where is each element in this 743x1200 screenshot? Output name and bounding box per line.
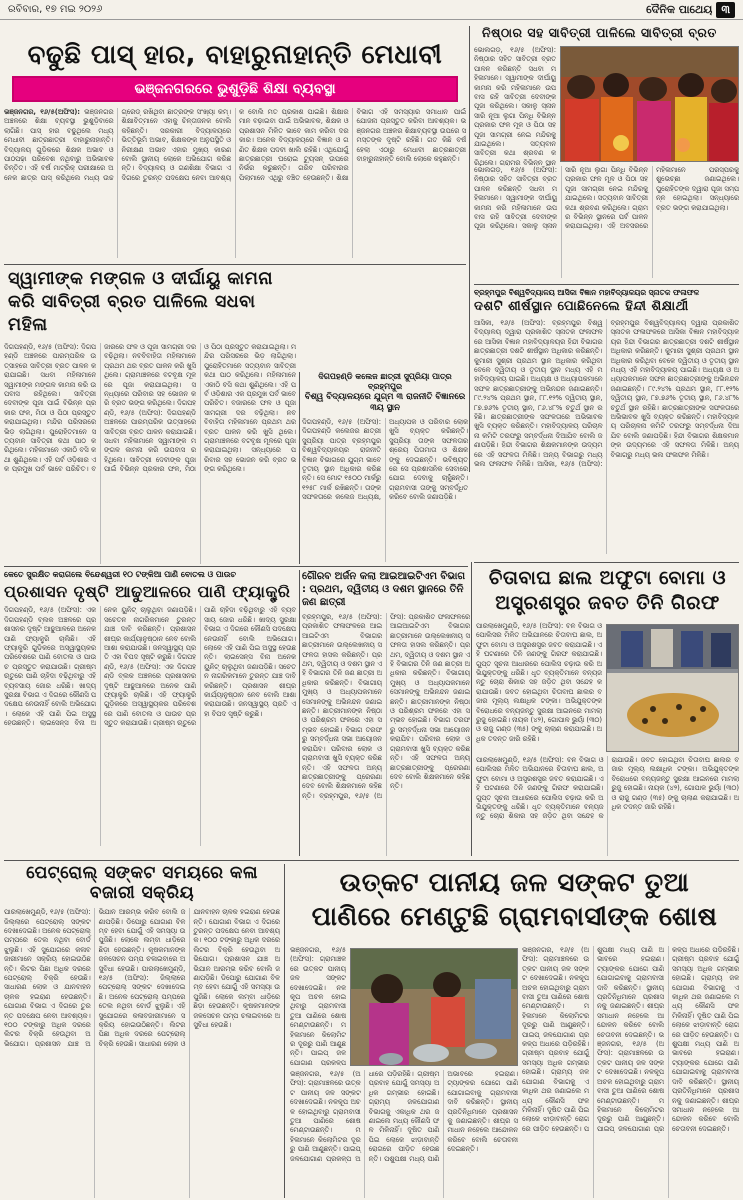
story-savitri-1-headline: ନିଷ୍ଠାର ସହ ସାବିତ୍ରୀ ପାଳିଲେ ସାବିତ୍ରୀ ବ୍ରତ bbox=[482, 26, 717, 40]
story-water-factory-headline: ପ୍ରଶାସନ ଦୃଷ୍ଟି ଆଢୁଆଳରେ ପାଣି ଫ୍ୟାକ୍ଟ୍ରି bbox=[4, 582, 291, 601]
story-leopard-skin bbox=[476, 566, 739, 856]
leopard-photo-illustration bbox=[607, 625, 739, 752]
story-drinking-water-text-more: ଭଞ୍ଜନଗର, ୧୬/୫ (ଅଫିସ): ଗ୍ରାମାଞ୍ଚଳରେ ଉତ୍କଟ ପାନୀୟ ଜଳ ସଙ୍କଟ ଦେଖାଦେଇଛି। ନଳକୂପ ଅଚଳ ହୋଇଥିବାରୁ ଗ୍ରାମବାସୀ ତୁଆ ପାଣିରେ ଶୋଷ ମେଣ୍ଟାଉଛନ୍ତି। ମହିଳାମାନେ କିଲୋମିଟର ଦୂରରୁ ପାଣି ଆଣୁଛନ୍ତି। ପାଇପ୍ ଜଳଯୋଗାଣ ପ୍ରକଳ୍ପ ଅଧାରେ ପଡ଼ିରହିଛି। ଗ୍ରୀଷ୍ମ ପ୍ରବାହ ଯୋଗୁଁ ସମସ୍ୟା ଅଧିକ ଗମ୍ଭୀର ହୋଇଛି। ଗ୍ରାମ୍ୟ ଜଳଯୋଗାଣ ବିଭାଗକୁ ଏକାଧିକ ଥର ଜଣାଇଲେ ମଧ୍ୟ କୌଣସି ଫଳ ମିଳିନାହିଁ। ଦୂଷିତ ପାଣି ପିଇ ଲୋକେ ଝାଡ଼ାବାନ୍ତି ରୋଗରେ ପୀଡ଼ିତ ହେଉଛନ୍ତି। ପଶୁପକ୍ଷୀ ମଧ୍ୟ ପାଣି ଅଭାବରେ ହଇରାଣ। ଟ୍ୟାଙ୍କର ଯୋଗେ ପାଣି ଯୋଗାଇବାକୁ ଗ୍ରାମବାସୀ ଦାବି କରିଛନ୍ତି। ସ୍ଥାନୀୟ ପ୍ରତିନିଧିମାନେ ପ୍ରଶାସନକୁ ଜଣାଇଛନ୍ତି। ଶୀଘ୍ର ସମାଧାନ ନହେଲେ ଆନ୍ଦୋଳନ କରିବେ ବୋଲି ଚେତାବନୀ ଦେଇଛନ୍ତି। bbox=[597, 946, 739, 1133]
story-iitm-text-cont: ବ୍ରହ୍ମପୁର, ୧୬/୫ (ଅଫିସ): ପ୍ରକାଶିତ ଫଳାଫଳରେ ଆଇଆଇଟିଏମ ବିଭାଗର ଛାତ୍ରୀମାନେ ଉଲ୍ଲେଖନୀୟ ସଫଳତା ହାସଲ କରିଛନ୍ତି। ପ୍ରଥମ, ଦ୍ୱିତୀୟ ଓ ଦଶମ ସ୍ଥାନ ଏହି ବିଭାଗର ତିନି ଜଣ ଛାତ୍ରୀ ଅଧିକାର କରିଛନ୍ତି। ବିଭାଗୀୟ ମୁଖ୍ୟ ଓ ଅଧ୍ୟାପକମାନେ ସେମାନଙ୍କୁ ଅଭିନନ୍ଦନ ଜଣାଇଛନ୍ତି। ଛାତ୍ରୀମାନଙ୍କ ନିଷ୍ଠା ଓ ପରିଶ୍ରମ ଫଳରେ ଏହା ସମ୍ଭବ ହୋଇଛି। ବିଭାଗ ତରଫରୁ ସମ୍ବର୍ଦ୍ଧନା ସଭା ଆୟୋଜନ କରାଯିବ। ପରିବାର ଲୋକ ଓ ଗ୍ରାମବାସୀ ଖୁସି ବ୍ୟକ୍ତ କରିଛନ୍ତି। ଏହି ସଫଳତା ଅନ୍ୟ ଛାତ୍ରଛାତ୍ରୀଙ୍କୁ ପ୍ରେରଣା ଦେବ ବୋଲି ଶିକ୍ଷକମାନେ କହିଛନ୍ତି। bbox=[319, 613, 470, 800]
story-political-science bbox=[302, 372, 468, 562]
savitri-ritual-photo bbox=[560, 46, 739, 162]
story-petrol-black-market bbox=[4, 864, 280, 1198]
story-iitm-headline: ଗୌରବ ଅର୍ଜନ କଲା ଆଇଆଇଟିଏମ ବିଭାଗ : ପ୍ରଥମ, ଦ୍ୱିତୀୟ ଓ ଦଶମ ସ୍ଥାନରେ ତିନି ଜଣ ଛାତ୍ରୀ bbox=[302, 571, 466, 608]
story-savitri-1-text: ଭୋଲଗଡ଼, ୧୬/୫ (ଅଫିସ): ନିଷ୍ଠାର ସହିତ ସାବିତ୍ରୀ ବ୍ରତ ପାଳନ କରିଛନ୍ତି ସଧବା ମହିଳାମାନେ। ସ୍ୱାମୀଙ୍କ ଦୀର୍ଘାୟୁ କାମନା କରି ମହିଳାମାନେ ଉପବାସ ରହି ସାବିତ୍ରୀ ଦେବୀଙ୍କ ପୂଜା କରିଥିଲେ। ସକାଳୁ ସ୍ନାନ ସାରି ନୂଆ ଲୁଗା ପିନ୍ଧି ବିଭିନ୍ନ ପ୍ରକାର ଫଳ ମୂଳ ଓ ପିଠା ସହ ପୂଜା ସାମଗ୍ରୀ ନେଇ ମନ୍ଦିରକୁ ଯାଇଥିଲେ। ସତ୍ୟବାନ ସାବିତ୍ରୀ କଥା ଶ୍ରବଣ କରିଥିଲେ। ଗ୍ରାମର ବିଭିନ୍ନ ସ୍ଥାନ bbox=[474, 46, 556, 166]
story-hindi-toppers-text: ଆସିକା, ୧୬/୫ (ଅଫିସ): ବ୍ରହ୍ମପୁର ବିଶ୍ୱବିଦ୍ୟାଳୟ ଦ୍ୱାରା ପ୍ରକାଶିତ ସ୍ନାତକ ଫଳାଫଳରେ ଆସିକା ବିଜ୍ଞାନ ମହାବିଦ୍ୟାଳୟର ହିନ୍ଦୀ ବିଭାଗର ଛାତ୍ରଛାତ୍ରୀ ଦଶଟି ଶୀର୍ଷସ୍ଥାନ ଅଧିକାର କରିଛନ୍ତି। କୁମାରୀ ସୁଶ୍ରୀ ପ୍ରଥମ ସ୍ଥାନ ଅଧିକାର କରିଥିବା ବେଳେ ଦ୍ୱିତୀୟ ଓ ତୃତୀୟ ସ୍ଥାନ ମଧ୍ୟ ଏହି ମହାବିଦ୍ୟାଳୟ ପାଇଛି। ଅଧ୍ୟକ୍ଷ ଓ ଅଧ୍ୟାପକମାନେ ସଫଳ ଛାତ୍ରଛାତ୍ରୀଙ୍କୁ ଅଭିନନ୍ଦନ ଜଣାଇଛନ୍ତି। ୮୯.୨୪% ପ୍ରଥମ ସ୍ଥାନ, ୮୮.୧୨% ଦ୍ୱିତୀୟ ସ୍ଥାନ, ୮୭.୭୬% ତୃତୀୟ ସ୍ଥାନ, ୮୬.୪୮% ଚତୁର୍ଥ ସ୍ଥାନ ରହିଛି। ଛାତ୍ରଛାତ୍ରୀଙ୍କ ସଫଳତାରେ ଅଭିଭାବକ ଖୁସି ବ୍ୟକ୍ତ କରିଛନ୍ତି। ମହାବିଦ୍ୟାଳୟ ପରିଚାଳନା କମିଟି ତରଫରୁ ସମ୍ବର୍ଦ୍ଧନା ଦିଆଯିବ ବୋଲି ଜଣାପଡ଼ିଛି। ହିନ୍ଦୀ ବିଭାଗର ଶିକ୍ଷକମାନଙ୍କ ଉଦ୍ୟମରେ ଏହି ସଫଳତା ମିଳିଛି। ଅନ୍ୟ ବିଭାଗରୁ ମଧ୍ୟ ଭଲ ଫଳାଫଳ ମିଳିଛି। bbox=[474, 318, 603, 469]
divider bbox=[284, 864, 285, 1198]
story-leopard-body-bottom bbox=[476, 756, 739, 856]
page-number: ୩ bbox=[716, 2, 735, 18]
story-education-dateline: ଭଞ୍ଜନଗର, ୧୬/୫(ଅଫିସ): bbox=[4, 108, 81, 116]
story-drinking-water bbox=[290, 866, 739, 1198]
divider bbox=[471, 562, 472, 856]
story-education-subhead: ଭଞ୍ଜନଗରରେ ଭୁଶୁଡ଼ିଛି ଶିକ୍ଷା ବ୍ୟବସ୍ଥା bbox=[12, 76, 458, 102]
leopard-skin-photo bbox=[606, 624, 739, 752]
story-savitri-1 bbox=[474, 26, 739, 282]
story-iitm-body bbox=[302, 613, 470, 856]
divider bbox=[299, 372, 300, 564]
story-leopard-text: ପାରଲାଖେମୁଣ୍ଡି, ୧୬/୫ (ଅଫିସ): ବନ ବିଭାଗ ଓ ପୋଲିସର ମିଳିତ ଅଭିଯାନରେ ଚିତାବାଘ ଛାଲ, ଅଫୁଟା ବୋମା ଓ ଅସ୍ତ୍ରଶସ୍ତ୍ର ଜବତ କରାଯାଇଛି। ଏହି ଘଟଣାରେ ତିନି ଜଣଙ୍କୁ ଗିରଫ କରାଯାଇଛି। ଗୁପ୍ତ ସୂଚନା ଆଧାରରେ ପୋଲିସ ଚଢ଼ାଉ କରି ଅଭିଯୁକ୍ତଙ୍କୁ ଧରିଛି। ଧୃତ ବ୍ୟକ୍ତିମାନେ ବନ୍ୟଜନ୍ତୁ ଚୋରା ଶିକାର ସହ ଜଡ଼ିତ ଥିବା ସନ୍ଦେହ କରାଯାଉଛି। ଜବତ ହୋଇଥିବା ଚିତାବାଘ ଛାଲର ବଜାର ମୂଲ୍ୟ ଲକ୍ଷାଧିକ ଟଙ୍କା। ଅଭିଯୁକ୍ତଙ୍କ ବିରୋଧରେ ବନ୍ୟଜନ୍ତୁ ସୁରକ୍ଷା ଆଇନରେ ମାମଲା ରୁଜୁ ହୋଇଛି। ନାୟକ (୪୨), ଗୋପାଳ ଭୁୟାଁ (୩୦) ଓ ରାଜୁ ଗଣ୍ଡ (୩୫) ଙ୍କୁ ଚାଲାଣ କରାଯାଇଛି। ଅଧିକ ତଦନ୍ତ ଜାରି ରହିଛି। bbox=[476, 622, 602, 743]
story-savitri-2-text: ଦିଗପହଣ୍ଡି, ୧୬/୫ (ଅଫିସ): ଦିଗପହଣ୍ଡି ଅଞ୍ଚଳରେ ପାରମ୍ପରିକ ଉତ୍ସାହରେ ସାବିତ୍ରୀ ବ୍ରତ ପାଳନ କରାଯାଇଛି। ସଧବା ମହିଳାମାନେ ସ୍ୱାମୀଙ୍କ ମଙ୍ଗଳ କାମନା କରି ଉପବାସ ରହିଥିଲେ। ସାବିତ୍ରୀ ଦେବୀଙ୍କ ପୂଜା ପାଇଁ ବିଭିନ୍ନ ପ୍ରକାର ଫଳ, ମିଠା ଓ ପିଠା ପ୍ରସ୍ତୁତ କରାଯାଇଥିଲା। ମନ୍ଦିର ପରିସରରେ ଭିଡ଼ ଲାଗିଥିଲା। ପୁରୋହିତମାନେ ସତ୍ୟବାନ ସାବିତ୍ରୀ କଥା ପାଠ କରିଥିଲେ। ମହିଳାମାନେ ଏକାଠି ବସି କଥା ଶୁଣିଥିଲେ। ଏହି ପର୍ବ ଓଡ଼ିଶାର ଏକ ପ୍ରମୁଖ ପର୍ବ ଭାବେ ପରିଚିତ। ବଜାରରେ ଫଳ ଓ ପୂଜା ସାମଗ୍ରୀ ଦର ବଢ଼ିଥିଲା। ନବବିବାହିତା ମହିଳାମାନେ ପ୍ରଥମ ଥର ବ୍ରତ ପାଳନ କରି ଖୁସି ଥିଲେ। ଗ୍ରାମାଞ୍ଚଳରେ ବଟବୃକ୍ଷ ମୂଳରେ ପୂଜା କରାଯାଇଥିଲା। ସନ୍ଧ୍ୟାରେ ପରିବାର ସହ ଭୋଜନ କରି ବ୍ରତ ଭଙ୍ଗ କରିଥିଲେ। bbox=[4, 343, 196, 474]
story-drinking-water-text-cont: ଭଞ୍ଜନଗର, ୧୬/୫ (ଅଫିସ): ଗ୍ରାମାଞ୍ଚଳରେ ଉତ୍କଟ ପାନୀୟ ଜଳ ସଙ୍କଟ ଦେଖାଦେଇଛି। ନଳକୂପ ଅଚଳ ହୋଇଥିବାରୁ ଗ୍ରାମବାସୀ ତୁଆ ପାଣିରେ ଶୋଷ ମେଣ୍ଟାଉଛନ୍ତି। ମହିଳାମାନେ କିଲୋମିଟର ଦୂରରୁ ପାଣି ଆଣୁଛନ୍ତି। ପାଇପ୍ ଜଳଯୋଗାଣ ପ୍ରକଳ୍ପ ଅଧାରେ ପଡ଼ିରହିଛି। ଗ୍ରୀଷ୍ମ ପ୍ରବାହ ଯୋଗୁଁ ସମସ୍ୟା ଅଧିକ ଗମ୍ଭୀର ହୋଇଛି। ଗ୍ରାମ୍ୟ ଜଳଯୋଗାଣ ବିଭାଗକୁ ଏକାଧିକ ଥର ଜଣାଇଲେ ମଧ୍ୟ କୌଣସି ଫଳ ମିଳିନାହିଁ। ଦୂଷିତ ପାଣି ପିଇ ଲୋକେ ଝାଡ଼ାବାନ୍ତି ରୋଗରେ ପୀଡ଼ିତ ହେଉଛନ୍ତି। ପଶୁପକ୍ଷୀ ମଧ୍ୟ ପାଣି ଅଭାବରେ ହଇରାଣ। ଟ୍ୟାଙ୍କର ଯୋଗେ ପାଣି ଯୋଗାଇବାକୁ ଗ୍ରାମବାସୀ ଦାବି କରିଛନ୍ତି। ସ୍ଥାନୀୟ ପ୍ରତିନିଧିମାନେ ପ୍ରଶାସନକୁ ଜଣାଇଛନ୍ତି। ଶୀଘ୍ର ସମାଧାନ ନହେଲେ ଆନ୍ଦୋଳନ କରିବେ ବୋଲି ଚେତାବନୀ ଦେଇଛନ୍ତି। bbox=[522, 946, 664, 1133]
story-water-factory-text-cont: ଦିଗପହଣ୍ଡି, ୧୬/୫ (ଅଫିସ): ଏକ ଦିଗପହଣ୍ଡି ବ୍ଲକ ଅଞ୍ଚଳରେ ପ୍ରଶାସନର ଦୃଷ୍ଟି ଆଢୁଆଳରେ ଅନେକ ପାଣି ଫ୍ୟାକ୍ଟ୍ରି ଚାଲିଛି। ଏହି ଫ୍ୟାକ୍ଟ୍ରି ଗୁଡ଼ିକରେ ଅସ୍ୱାସ୍ଥ୍ୟକର ପରିବେଶରେ ପାଣି ବୋତଲ ଓ ପାଉଚ ପ୍ରସ୍ତୁତ କରାଯାଉଛି। ଗ୍ରୀଷ୍ମ ଋତୁରେ ପାଣି ଚାହିଦା ବଢ଼ିଥିବାରୁ ଏହି ବ୍ୟବସାୟ ଜୋର ଧରିଛି। ଖାଦ୍ୟ ସୁରକ୍ଷା ବିଭାଗ ଏ ଦିଗରେ କୌଣସି ପଦକ୍ଷେପ ନେଉନାହିଁ ବୋଲି ଅଭିଯୋଗ। ଲୋକେ ଏହି ପାଣି ପିଇ ଅସୁସ୍ଥ ହେଉଛନ୍ତି। ଲାଇସେନ୍ସ ବିନା ଅନେକ ୟୁନିଟ୍ ଚାଲୁଥିବା ଜଣାପଡ଼ିଛି। ସଚେତନ ନାଗରିକମାନେ ତୁରନ୍ତ ଯାଞ୍ଚ ଦାବି କରିଛନ୍ତି। ପ୍ରଶାସନ ଶୀଘ୍ର କାର୍ଯ୍ୟାନୁଷ୍ଠାନ ନେବ ବୋଲି ଆଶା କରାଯାଉଛି। ଜନସ୍ୱାସ୍ଥ୍ୟ ପ୍ରତି ଏହା ବିପଦ ସୃଷ୍ଟି କରୁଛି। bbox=[104, 606, 296, 728]
story-hindi-toppers-kicker: ବ୍ରହ୍ମପୁର ବିଶ୍ୱବିଦ୍ୟାଳୟ ଆସିକା ବିଜ୍ଞାନ ମହାବିଦ୍ୟାଳୟର ସ୍ନାତକ ଫଳାଫଳ bbox=[474, 288, 700, 297]
divider bbox=[474, 562, 739, 563]
savitri-photo-illustration bbox=[561, 47, 739, 162]
story-water-factory-kicker: କେତେ ସୁରକ୍ଷିତ କରାଗଲେ ବିନ୍ଦେଶ୍ୱରୀ ୧୦ ଟଙ୍କିଆ ପାଣି ବୋତଲ ଓ ପାଉଚ bbox=[4, 570, 237, 579]
story-drinking-water-body-bottom bbox=[290, 1070, 518, 1198]
divider bbox=[299, 570, 300, 856]
story-petrol-body bbox=[4, 908, 280, 1198]
water-scarcity-photo bbox=[350, 948, 518, 1066]
story-leopard-text-cont: ପାରଲାଖେମୁଣ୍ଡି, ୧୬/୫ (ଅଫିସ): ବନ ବିଭାଗ ଓ ପୋଲିସର ମିଳିତ ଅଭିଯାନରେ ଚିତାବାଘ ଛାଲ, ଅଫୁଟା ବୋମା ଓ ଅସ୍ତ୍ରଶସ୍ତ୍ର ଜବତ କରାଯାଇଛି। ଏହି ଘଟଣାରେ ତିନି ଜଣଙ୍କୁ ଗିରଫ କରାଯାଇଛି। ଗୁପ୍ତ ସୂଚନା ଆଧାରରେ ପୋଲିସ ଚଢ଼ାଉ କରି ଅଭିଯୁକ୍ତଙ୍କୁ ଧରିଛି। ଧୃତ ବ୍ୟକ୍ତିମାନେ ବନ୍ୟଜନ୍ତୁ ଚୋରା ଶିକାର ସହ ଜଡ଼ିତ ଥିବା ସନ୍ଦେହ କରାଯାଉଛି। ଜବତ ହୋଇଥିବା ଚିତାବାଘ ଛାଲର ବଜାର ମୂଲ୍ୟ ଲକ୍ଷାଧିକ ଟଙ୍କା। ଅଭିଯୁକ୍ତଙ୍କ ବିରୋଧରେ ବନ୍ୟଜନ୍ତୁ ସୁରକ୍ଷା ଆଇନରେ ମାମଲା ରୁଜୁ ହୋଇଛି। ନାୟକ (୪୨), ଗୋପାଳ ଭୁୟାଁ (୩୦) ଓ ରାଜୁ ଗଣ୍ଡ (୩୫) ଙ୍କୁ ଚାଲାଣ କରାଯାଇଛି। ଅଧିକ ତଦନ୍ତ ଜାରି ରହିଛି। bbox=[476, 756, 739, 821]
story-petrol-text-cont: ପାରଲାଖେମୁଣ୍ଡି, ୧୬/୫ (ଅଫିସ): ଜିଲ୍ଲାରେ ପେଟ୍ରୋଲ୍ ସଙ୍କଟ ଦେଖାଦେଇଛି। ଅନେକ ପେଟ୍ରୋଲ୍ ପମ୍ପରେ ତେଲ ନଥିବା ବୋର୍ଡ ଝୁଲୁଛି। ଏହି ସୁଯୋଗରେ କଳାବଜାରୀମାନେ ସକ୍ରିୟ ହୋଇଉଠିଛନ୍ତି। ଲିଟର ପିଛା ଅଧିକ ଦରରେ ପେଟ୍ରୋଲ୍ ବିକ୍ରି ହେଉଛି। ସାଧାରଣ ଲୋକ ଓ ଯାନବାହନ ଚାଳକ ହଇରାଣ ହେଉଛନ୍ତି। ଯୋଗାଣ ବିଭାଗ ଏ ଦିଗରେ ତୁରନ୍ତ ପଦକ୍ଷେପ ନେବା ଆବଶ୍ୟକ। ୧୦୦ ଟଙ୍କାରୁ ଅଧିକ ଦରରେ ଲିଟର ବିକ୍ରି ହେଉଥିବା ଅଭିଯୋଗ। ପ୍ରଶାସନ ଯାଞ୍ଚ ଅଭିଯାନ ଆରମ୍ଭ କରିବ ବୋଲି ଜଣାପଡ଼ିଛି। ଡିପୋରୁ ଯୋଗାଣ ବିଳମ୍ବ ହେବା ଯୋଗୁଁ ଏହି ସମସ୍ୟା ଉପୁଜିଛି। ଲୋକେ ଲମ୍ବା ଧାଡ଼ିରେ ଛିଡ଼ା ହେଉଛନ୍ତି। କୃଷକମାନଙ୍କ ଜଳସେଚନ ପମ୍ପ ଚଳାଇବାରେ ଅସୁବିଧା ହେଉଛି। bbox=[98, 908, 280, 1048]
story-education-body bbox=[4, 108, 466, 258]
story-drinking-water-text: ଭଞ୍ଜନଗର, ୧୬/୫ (ଅଫିସ): ଗ୍ରାମାଞ୍ଚଳରେ ଉତ୍କଟ ପାନୀୟ ଜଳ ସଙ୍କଟ ଦେଖାଦେଇଛି। ନଳକୂପ ଅଚଳ ହୋଇଥିବାରୁ ଗ୍ରାମବାସୀ ତୁଆ ପାଣିରେ ଶୋଷ ମେଣ୍ଟାଉଛନ୍ତି। ମହିଳାମାନେ କିଲୋମିଟର ଦୂରରୁ ପାଣି ଆଣୁଛନ୍ତି। ପାଇପ୍ ଜଳଯୋଗାଣ ପ୍ରକଳ୍ପ bbox=[290, 946, 346, 1066]
story-leopard-body-left bbox=[476, 622, 602, 752]
story-iitm-text: ବ୍ରହ୍ମପୁର, ୧୬/୫ (ଅଫିସ): ପ୍ରକାଶିତ ଫଳାଫଳରେ ଆଇଆଇଟିଏମ ବିଭାଗର ଛାତ୍ରୀମାନେ ଉଲ୍ଲେଖନୀୟ ସଫଳତା ହାସଲ କରିଛନ୍ତି। ପ୍ରଥମ, ଦ୍ୱିତୀୟ ଓ ଦଶମ ସ୍ଥାନ ଏହି ବିଭାଗର ତିନି ଜଣ ଛାତ୍ରୀ ଅଧିକାର କରିଛନ୍ତି। ବିଭାଗୀୟ ମୁଖ୍ୟ ଓ ଅଧ୍ୟାପକମାନେ ସେମାନଙ୍କୁ ଅଭିନନ୍ଦନ ଜଣାଇଛନ୍ତି। ଛାତ୍ରୀମାନଙ୍କ ନିଷ୍ଠା ଓ ପରିଶ୍ରମ ଫଳରେ ଏହା ସମ୍ଭବ ହୋଇଛି। ବିଭାଗ ତରଫରୁ ସମ୍ବର୍ଦ୍ଧନା ସଭା ଆୟୋଜନ କରାଯିବ। ପରିବାର ଲୋକ ଓ ଗ୍ରାମବାସୀ ଖୁସି ବ୍ୟକ୍ତ କରିଛନ୍ତି। ଏହି ସଫଳତା ଅନ୍ୟ ଛାତ୍ରଛାତ୍ରୀଙ୍କୁ ପ୍ରେରଣା ଦେବ ବୋଲି ଶିକ୍ଷକମାନେ କହିଛନ୍ତି। bbox=[302, 613, 382, 800]
story-leopard-headline: ଚିତାବାଘ ଛାଲ ଅଫୁଟା ବୋମା ଓ ଅସ୍ତ୍ରଶସ୍ତ୍ର ଜବତ ତିନି ଗିରଫ bbox=[488, 567, 727, 614]
page-header bbox=[0, 0, 743, 20]
story-water-factory bbox=[4, 570, 296, 856]
divider bbox=[4, 566, 468, 567]
divider bbox=[469, 26, 470, 472]
story-petrol-headline: ପେଟ୍ରୋଲ୍ ସଙ୍କଟ ସମୟରେ କଳା ବଜାରୀ ସକ୍ରିୟ bbox=[26, 864, 258, 903]
story-petrol-text: ପାରଲାଖେମୁଣ୍ଡି, ୧୬/୫ (ଅଫିସ): ଜିଲ୍ଲାରେ ପେଟ୍ରୋଲ୍ ସଙ୍କଟ ଦେଖାଦେଇଛି। ଅନେକ ପେଟ୍ରୋଲ୍ ପମ୍ପରେ ତେଲ ନଥିବା ବୋର୍ଡ ଝୁଲୁଛି। ଏହି ସୁଯୋଗରେ କଳାବଜାରୀମାନେ ସକ୍ରିୟ ହୋଇଉଠିଛନ୍ତି। ଲିଟର ପିଛା ଅଧିକ ଦରରେ ପେଟ୍ରୋଲ୍ ବିକ୍ରି ହେଉଛି। ସାଧାରଣ ଲୋକ ଓ ଯାନବାହନ ଚାଳକ ହଇରାଣ ହେଉଛନ୍ତି। ଯୋଗାଣ ବିଭାଗ ଏ ଦିଗରେ ତୁରନ୍ତ ପଦକ୍ଷେପ ନେବା ଆବଶ୍ୟକ। ୧୦୦ ଟଙ୍କାରୁ ଅଧିକ ଦରରେ ଲିଟର ବିକ୍ରି ହେଉଥିବା ଅଭିଯୋଗ। ପ୍ରଶାସନ ଯାଞ୍ଚ ଅଭିଯାନ ଆରମ୍ଭ କରିବ ବୋଲି ଜଣାପଡ଼ିଛି। ଡିପୋରୁ ଯୋଗାଣ ବିଳମ୍ବ ହେବା ଯୋଗୁଁ ଏହି ସମସ୍ୟା ଉପୁଜିଛି। ଲୋକେ ଲମ୍ବା ଧାଡ଼ିରେ ଛିଡ଼ା ହେଉଛନ୍ତି। କୃଷକମାନଙ୍କ ଜଳସେଚନ ପମ୍ପ ଚଳାଇବାରେ ଅସୁବିଧା ହେଉଛି। bbox=[4, 908, 186, 1048]
story-education-headline: ବଢୁଛି ପାସ୍ ହାର, ବାହାରୁନାହାନ୍ତି ମେଧାବୀ bbox=[27, 40, 443, 70]
story-iitm-toppers bbox=[302, 570, 470, 856]
story-savitri-1-text-cont: ଭୋଲଗଡ଼, ୧୬/୫ (ଅଫିସ): ନିଷ୍ଠାର ସହିତ ସାବିତ୍ରୀ ବ୍ରତ ପାଳନ କରିଛନ୍ତି ସଧବା ମହିଳାମାନେ। ସ୍ୱାମୀଙ୍କ ଦୀର୍ଘାୟୁ କାମନା କରି ମହିଳାମାନେ ଉପବାସ ରହି ସାବିତ୍ରୀ ଦେବୀଙ୍କ ପୂଜା କରିଥିଲେ। ସକାଳୁ ସ୍ନାନ ସାରି ନୂଆ ଲୁଗା ପିନ୍ଧି ବିଭିନ୍ନ ପ୍ରକାର ଫଳ ମୂଳ ଓ ପିଠା ସହ ପୂଜା ସାମଗ୍ରୀ ନେଇ ମନ୍ଦିରକୁ ଯାଇଥିଲେ। ସତ୍ୟବାନ ସାବିତ୍ରୀ କଥା ଶ୍ରବଣ କରିଥିଲେ। ଗ୍ରାମର ବିଭିନ୍ନ ସ୍ଥାନରେ ପର୍ବ ପାଳନ କରାଯାଇଥିଲା। ଏହି ଅବସରରେ ମହିଳାମାନେ ପରସ୍ପରକୁ ଶୁଭେଚ୍ଛା ଜଣାଇଥିଲେ। ପୁରୋହିତଙ୍କ ଦ୍ୱାରା ପୂଜା ସମ୍ପନ୍ନ ହୋଇଥିଲା। ସନ୍ଧ୍ୟାରେ ବ୍ରତ ଭଙ୍ଗ କରାଯାଇଥିଲା। bbox=[474, 166, 739, 231]
story-political-science-text: ଦିଗପହଣ୍ଡି, ୧୬/୫ (ଅଫିସ): ଦିଗପହଣ୍ଡି କଲେଜର ଛାତ୍ରୀ ସୁପ୍ରିୟା ପାତ୍ର ବ୍ରହ୍ମପୁର ବିଶ୍ୱବିଦ୍ୟାଳୟର ରାଜନୀତି ବିଜ୍ଞାନ ବିଭାଗରେ ଯୁଗ୍ମ ଭାବେ ତୃତୀୟ ସ୍ଥାନ ଅଧିକାର କରିଛନ୍ତି। ସେ ମୋଟ ୧୫୦୦ ମାର୍କରୁ ୧୨୫୮ ମାର୍କ ରଖିଛନ୍ତି। ତାଙ୍କ ସଫଳତାରେ କଲେଜ ଅଧ୍ୟକ୍ଷ, ଅଧ୍ୟାପକ ଓ ପରିବାର ଲୋକ ଖୁସି ବ୍ୟକ୍ତ କରିଛନ୍ତି। ସୁପ୍ରିୟା ତାଙ୍କ ସଫଳତାର ଶ୍ରେୟ ପିତାମାତା ଓ ଶିକ୍ଷକଙ୍କୁ ଦେଇଛନ୍ତି। ଭବିଷ୍ୟତରେ ସେ ପ୍ରଶାସନିକ ସେବାରେ ଯୋଗ ଦେବାକୁ ଚାହୁଁଛନ୍ତି। ଗ୍ରାମବାସୀ ତାଙ୍କୁ ସମ୍ବର୍ଦ୍ଧିତ କରିବେ ବୋଲି ଜଣାପଡ଼ିଛି। bbox=[302, 418, 468, 502]
story-political-science-headline: ବିଶ୍ୱ ବିଦ୍ୟାଳୟରେ ଯୁଗ୍ମ ୩ ରାଜନୀତି ବିଜ୍ଞାନରେ ୩ୟ ସ୍ଥାନ bbox=[304, 392, 466, 413]
story-hindi-toppers-body bbox=[474, 319, 739, 554]
story-savitri-1-body-bottom bbox=[474, 166, 739, 278]
masthead bbox=[646, 2, 735, 18]
story-hindi-toppers-text-cont: ଆସିକା, ୧୬/୫ (ଅଫିସ): ବ୍ରହ୍ମପୁର ବିଶ୍ୱବିଦ୍ୟାଳୟ ଦ୍ୱାରା ପ୍ରକାଶିତ ସ୍ନାତକ ଫଳାଫଳରେ ଆସିକା ବିଜ୍ଞାନ ମହାବିଦ୍ୟାଳୟର ହିନ୍ଦୀ ବିଭାଗର ଛାତ୍ରଛାତ୍ରୀ ଦଶଟି ଶୀର୍ଷସ୍ଥାନ ଅଧିକାର କରିଛନ୍ତି। କୁମାରୀ ସୁଶ୍ରୀ ପ୍ରଥମ ସ୍ଥାନ ଅଧିକାର କରିଥିବା ବେଳେ ଦ୍ୱିତୀୟ ଓ ତୃତୀୟ ସ୍ଥାନ ମଧ୍ୟ ଏହି ମହାବିଦ୍ୟାଳୟ ପାଇଛି। ଅଧ୍ୟକ୍ଷ ଓ ଅଧ୍ୟାପକମାନେ ସଫଳ ଛାତ୍ରଛାତ୍ରୀଙ୍କୁ ଅଭିନନ୍ଦନ ଜଣାଇଛନ୍ତି। ୮୯.୨୪% ପ୍ରଥମ ସ୍ଥାନ, ୮୮.୧୨% ଦ୍ୱିତୀୟ ସ୍ଥାନ, ୮୭.୭୬% ତୃତୀୟ ସ୍ଥାନ, ୮୬.୪୮% ଚତୁର୍ଥ ସ୍ଥାନ ରହିଛି। ଛାତ୍ରଛାତ୍ରୀଙ୍କ ସଫଳତାରେ ଅଭିଭାବକ ଖୁସି ବ୍ୟକ୍ତ କରିଛନ୍ତି। ମହାବିଦ୍ୟାଳୟ ପରିଚାଳନା କମିଟି ତରଫରୁ ସମ୍ବର୍ଦ୍ଧନା ଦିଆଯିବ ବୋଲି ଜଣାପଡ଼ିଛି। ହିନ୍ଦୀ ବିଭାଗର ଶିକ୍ଷକମାନଙ୍କ ଉଦ୍ୟମରେ ଏହି ସଫଳତା ମିଳିଛି। ଅନ୍ୟ ବିଭାଗରୁ ମଧ୍ୟ ଭଲ ଫଳାଫଳ ମିଳିଛି। bbox=[537, 318, 739, 469]
water-photo-illustration bbox=[351, 949, 518, 1066]
masthead-name: ଦୈନିକ ପାଥେୟ bbox=[646, 2, 713, 16]
story-political-science-body bbox=[302, 418, 468, 562]
date-line: ରବିବାର, ୧୭ ମଇ ୨୦୨୬ bbox=[8, 4, 103, 15]
story-drinking-water-body-left bbox=[290, 946, 346, 1066]
story-drinking-water-headline: ଉତ୍କଟ ପାନୀୟ ଜଳ ସଙ୍କଟ ତୁଆ ପାଣିରେ ମେଣ୍ଟୁଛି ଗ୍ରାମବାସୀଙ୍କ ଶୋଷ bbox=[311, 868, 718, 932]
story-water-factory-text: ଦିଗପହଣ୍ଡି, ୧୬/୫ (ଅଫିସ): ଏକ ଦିଗପହଣ୍ଡି ବ୍ଲକ ଅଞ୍ଚଳରେ ପ୍ରଶାସନର ଦୃଷ୍ଟି ଆଢୁଆଳରେ ଅନେକ ପାଣି ଫ୍ୟାକ୍ଟ୍ରି ଚାଲିଛି। ଏହି ଫ୍ୟାକ୍ଟ୍ରି ଗୁଡ଼ିକରେ ଅସ୍ୱାସ୍ଥ୍ୟକର ପରିବେଶରେ ପାଣି ବୋତଲ ଓ ପାଉଚ ପ୍ରସ୍ତୁତ କରାଯାଉଛି। ଗ୍ରୀଷ୍ମ ଋତୁରେ ପାଣି ଚାହିଦା ବଢ଼ିଥିବାରୁ ଏହି ବ୍ୟବସାୟ ଜୋର ଧରିଛି। ଖାଦ୍ୟ ସୁରକ୍ଷା ବିଭାଗ ଏ ଦିଗରେ କୌଣସି ପଦକ୍ଷେପ ନେଉନାହିଁ ବୋଲି ଅଭିଯୋଗ। ଲୋକେ ଏହି ପାଣି ପିଇ ଅସୁସ୍ଥ ହେଉଛନ୍ତି। ଲାଇସେନ୍ସ ବିନା ଅନେକ ୟୁନିଟ୍ ଚାଲୁଥିବା ଜଣାପଡ଼ିଛି। ସଚେତନ ନାଗରିକମାନେ ତୁରନ୍ତ ଯାଞ୍ଚ ଦାବି କରିଛନ୍ତି। ପ୍ରଶାସନ ଶୀଘ୍ର କାର୍ଯ୍ୟାନୁଷ୍ଠାନ ନେବ ବୋଲି ଆଶା କରାଯାଉଛି। ଜନସ୍ୱାସ୍ଥ୍ୟ ପ୍ରତି ଏହା ବିପଦ ସୃଷ୍ଟି କରୁଛି। bbox=[4, 606, 196, 728]
story-water-factory-body bbox=[4, 606, 296, 846]
story-political-science-kicker: ଦିଗପହଣ୍ଡି କଲେଜ ଛାତ୍ରୀ ସୁପ୍ରିୟା ପାତ୍ର ବ୍ରହ୍ମପୁର bbox=[318, 372, 452, 391]
divider bbox=[474, 284, 739, 285]
story-savitri-1-body-left bbox=[474, 46, 556, 166]
divider bbox=[4, 264, 466, 265]
story-education bbox=[4, 40, 466, 262]
story-savitri-2-headline: ସ୍ୱାମୀଙ୍କ ମଙ୍ଗଳ ଓ ଦୀର୍ଘାୟୁ କାମନା କରି ସାବିତ୍ରୀ ବ୍ରତ ପାଳିଲେ ସଧବା ମହିଳା bbox=[8, 269, 273, 335]
divider bbox=[4, 860, 739, 861]
story-drinking-water-body-right bbox=[522, 946, 739, 1198]
story-hindi-toppers-headline: ଦଶଟି ଶୀର୍ଷସ୍ଥାନ ପୋଛିନେଲେ ହିନ୍ଦୀ ଶିକ୍ଷାର୍ଥୀ bbox=[474, 299, 689, 314]
story-savitri-2-body bbox=[4, 343, 296, 564]
story-education-text: ଭଞ୍ଜନଗର ଅଞ୍ଚଳରେ ଶିକ୍ଷା ବ୍ୟବସ୍ଥା ଭୁଶୁଡ଼ିବାରେ ଲାଗିଛି। ପାସ୍ ହାର ବଢୁଥିଲେ ମଧ୍ୟ ମେଧାବୀ ଛାତ୍ରଛାତ୍ରୀ ବାହାରୁନାହାନ୍ତି। ବିଦ୍ୟାଳୟ ଗୁଡ଼ିକରେ ଶିକ୍ଷକ ଅଭାବ ଓ ପାଠପଢ଼ା ପରିବେଶ ନଥିବାରୁ ଅଭିଭାବକ ଚିନ୍ତିତ। ଏହି ବର୍ଷ ମାଟ୍ରିକ୍ ପରୀକ୍ଷାରେ ଅନେକ ଛାତ୍ର ପାସ୍ କରିଥିଲେ ମଧ୍ୟ ଉଚ୍ଚ ଗ୍ରେଡ୍ ରଖିଥିବା ଛାତ୍ରଙ୍କ ସଂଖ୍ୟା କମ୍। ଶିକ୍ଷାବିତ୍ମାନେ ଏହାକୁ ଚିନ୍ତାଜନକ ବୋଲି କହିଛନ୍ତି। ସରକାରୀ ବିଦ୍ୟାଳୟରେ ଭିତ୍ତିଭୂମି ଅଭାବ, ଶିକ୍ଷକଙ୍କ ଅନୁପସ୍ଥିତି ଓ ନିରୀକ୍ଷଣ ଅଭାବ ଏହାର ମୁଖ୍ୟ କାରଣ ବୋଲି ସ୍ଥାନୀୟ ଲୋକେ ଅଭିଯୋଗ କରିଛନ୍ତି। ବିଦ୍ୟାଳୟ ଓ ଗଣଶିକ୍ଷା ବିଭାଗ ଏ ଦିଗରେ ତୁରନ୍ତ ପଦକ୍ଷେପ ନେବା ଆବଶ୍ୟକ ବୋଲି ମତ ପ୍ରକାଶ ପାଇଛି। ଶିକ୍ଷାର ମାନ ବଢ଼ାଇବା ପାଇଁ ଅଭିଭାବକ, ଶିକ୍ଷକ ଓ ପ୍ରଶାସନ ମିଳିତ ଭାବେ କାମ କରିବା ଦରକାର। ଅନେକ ବିଦ୍ୟାଳୟରେ ବିଜ୍ଞାନ ଓ ଗଣିତ ଶିକ୍ଷକ ପଦବୀ ଖାଲି ରହିଛି। ଏଥିଯୋଗୁଁ ଛାତ୍ରଛାତ୍ରୀ ଘରୋଇ ଟ୍ୟୁସନ୍ ଉପରେ ନିର୍ଭର କରୁଛନ୍ତି। ଗରିବ ପରିବାରର ପିଲାମାନେ ଏଥିରୁ ବଞ୍ଚିତ ହେଉଛନ୍ତି। ଶିକ୍ଷା ବିଭାଗ ଏହି ସମସ୍ୟାର ସମାଧାନ ପାଇଁ ଯୋଜନା ପ୍ରସ୍ତୁତ କରିବା ଆବଶ୍ୟକ। ଭଞ୍ଜନଗର ଅଞ୍ଚଳର ଶିକ୍ଷାବ୍ୟବସ୍ଥା ଉପରେ ସମସ୍ତଙ୍କ ଦୃଷ୍ଟି ରହିଛି। ଗତ କିଛି ବର୍ଷ ହେଲା ଏଠାରୁ ମେଧାବୀ ଛାତ୍ରଛାତ୍ରୀ ବାହାରୁନାହାନ୍ତି ବୋଲି ଲୋକେ କହୁଛନ୍ତି। bbox=[4, 108, 466, 182]
story-savitri-2 bbox=[4, 268, 296, 564]
story-drinking-water-text-bottom: ଭଞ୍ଜନଗର, ୧୬/୫ (ଅଫିସ): ଗ୍ରାମାଞ୍ଚଳରେ ଉତ୍କଟ ପାନୀୟ ଜଳ ସଙ୍କଟ ଦେଖାଦେଇଛି। ନଳକୂପ ଅଚଳ ହୋଇଥିବାରୁ ଗ୍ରାମବାସୀ ତୁଆ ପାଣିରେ ଶୋଷ ମେଣ୍ଟାଉଛନ୍ତି। ମହିଳାମାନେ କିଲୋମିଟର ଦୂରରୁ ପାଣି ଆଣୁଛନ୍ତି। ପାଇପ୍ ଜଳଯୋଗାଣ ପ୍ରକଳ୍ପ ଅଧାରେ ପଡ଼ିରହିଛି। ଗ୍ରୀଷ୍ମ ପ୍ରବାହ ଯୋଗୁଁ ସମସ୍ୟା ଅଧିକ ଗମ୍ଭୀର ହୋଇଛି। ଗ୍ରାମ୍ୟ ଜଳଯୋଗାଣ ବିଭାଗକୁ ଏକାଧିକ ଥର ଜଣାଇଲେ ମଧ୍ୟ କୌଣସି ଫଳ ମିଳିନାହିଁ। ଦୂଷିତ ପାଣି ପିଇ ଲୋକେ ଝାଡ଼ାବାନ୍ତି ରୋଗରେ ପୀଡ଼ିତ ହେଉଛନ୍ତି। ପଶୁପକ୍ଷୀ ମଧ୍ୟ ପାଣି ଅଭାବରେ ହଇରାଣ। ଟ୍ୟାଙ୍କର ଯୋଗେ ପାଣି ଯୋଗାଇବାକୁ ଗ୍ରାମବାସୀ ଦାବି କରିଛନ୍ତି। ସ୍ଥାନୀୟ ପ୍ରତିନିଧିମାନେ ପ୍ରଶାସନକୁ ଜଣାଇଛନ୍ତି। ଶୀଘ୍ର ସମାଧାନ ନହେଲେ ଆନ୍ଦୋଳନ କରିବେ ବୋଲି ଚେତାବନୀ ଦେଇଛନ୍ତି। bbox=[290, 1070, 518, 1163]
story-savitri-2-text-cont: ଦିଗପହଣ୍ଡି, ୧୬/୫ (ଅଫିସ): ଦିଗପହଣ୍ଡି ଅଞ୍ଚଳରେ ପାରମ୍ପରିକ ଉତ୍ସାହରେ ସାବିତ୍ରୀ ବ୍ରତ ପାଳନ କରାଯାଇଛି। ସଧବା ମହିଳାମାନେ ସ୍ୱାମୀଙ୍କ ମଙ୍ଗଳ କାମନା କରି ଉପବାସ ରହିଥିଲେ। ସାବିତ୍ରୀ ଦେବୀଙ୍କ ପୂଜା ପାଇଁ ବିଭିନ୍ନ ପ୍ରକାର ଫଳ, ମିଠା ଓ ପିଠା ପ୍ରସ୍ତୁତ କରାଯାଇଥିଲା। ମନ୍ଦିର ପରିସରରେ ଭିଡ଼ ଲାଗିଥିଲା। ପୁରୋହିତମାନେ ସତ୍ୟବାନ ସାବିତ୍ରୀ କଥା ପାଠ କରିଥିଲେ। ମହିଳାମାନେ ଏକାଠି ବସି କଥା ଶୁଣିଥିଲେ। ଏହି ପର୍ବ ଓଡ଼ିଶାର ଏକ ପ୍ରମୁଖ ପର୍ବ ଭାବେ ପରିଚିତ। ବଜାରରେ ଫଳ ଓ ପୂଜା ସାମଗ୍ରୀ ଦର ବଢ଼ିଥିଲା। ନବବିବାହିତା ମହିଳାମାନେ ପ୍ରଥମ ଥର ବ୍ରତ ପାଳନ କରି ଖୁସି ଥିଲେ। ଗ୍ରାମାଞ୍ଚଳରେ ବଟବୃକ୍ଷ ମୂଳରେ ପୂଜା କରାଯାଇଥିଲା। ସନ୍ଧ୍ୟାରେ ପରିବାର ସହ ଭୋଜନ କରି ବ୍ରତ ଭଙ୍ଗ କରିଥିଲେ। bbox=[104, 343, 296, 474]
story-hindi-toppers bbox=[474, 288, 739, 560]
